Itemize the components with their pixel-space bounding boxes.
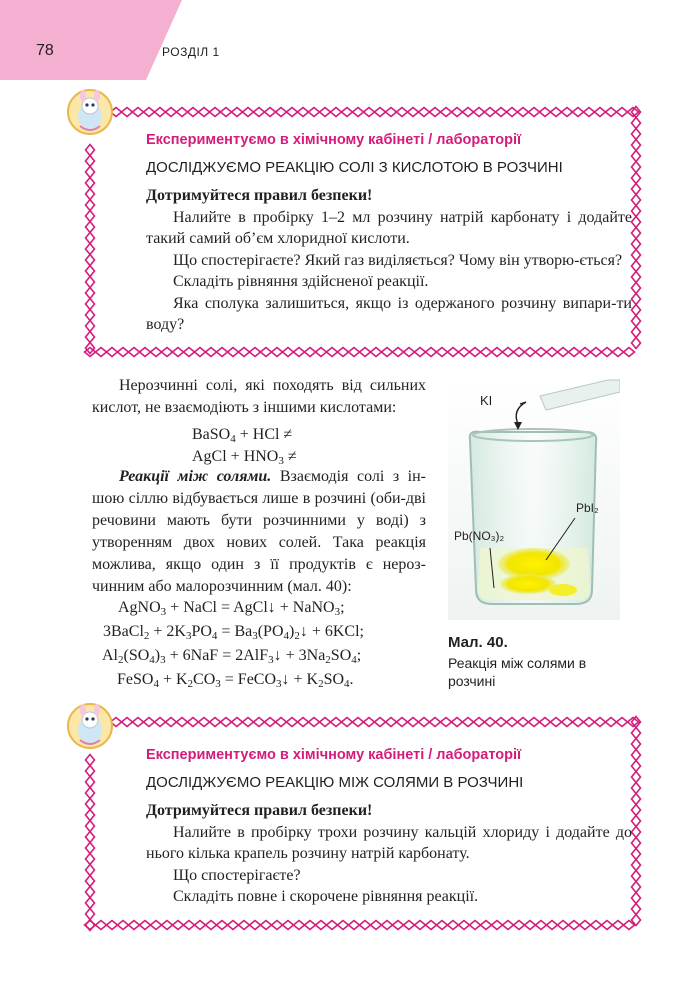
border-diamond — [107, 921, 118, 930]
label-ki: KI — [480, 393, 493, 408]
mascot-icon — [66, 700, 114, 752]
border-diamond — [86, 832, 95, 843]
border-diamond — [393, 921, 404, 930]
border-diamond — [632, 882, 641, 893]
border-diamond — [195, 921, 206, 930]
border-diamond — [364, 718, 375, 727]
equation-4: FeSO$_4$ + $K_2CO_3$ = FeCO$_3$↓ + $K_2SO_4$. — [117, 671, 354, 690]
border-diamond — [118, 921, 129, 930]
paragraph: Складіть повне і скорочене рівняння реакції. — [173, 888, 479, 905]
safety-note: Дотримуйтеся правил безпеки! — [146, 802, 373, 819]
border-diamond — [558, 921, 569, 930]
border-diamond — [283, 921, 294, 930]
border-diamond — [265, 718, 276, 727]
border-diamond — [309, 718, 320, 727]
border-diamond — [122, 718, 133, 727]
border-diamond — [353, 718, 364, 727]
label-pbno32: Pb(NO₃)₂ — [454, 529, 505, 543]
border-diamond — [419, 718, 430, 727]
border-diamond — [518, 718, 529, 727]
border-diamond — [338, 921, 349, 930]
border-diamond — [360, 921, 371, 930]
border-diamond — [199, 718, 210, 727]
border-diamond — [129, 921, 140, 930]
border-diamond — [86, 799, 95, 810]
border-diamond — [485, 718, 496, 727]
border-diamond — [86, 876, 95, 887]
border-diamond — [470, 921, 481, 930]
border-diamond — [86, 821, 95, 832]
border-diamond — [437, 921, 448, 930]
border-diamond — [316, 921, 327, 930]
border-diamond — [298, 718, 309, 727]
page-number: 78 — [36, 42, 54, 59]
border-diamond — [562, 718, 573, 727]
border-diamond — [632, 838, 641, 849]
equation-3: $Al_2(SO_4)_3 + 6NaF$ = 2AlF$_3$↓ + $3Na_2SO_4$; — [102, 647, 362, 666]
border-diamond — [632, 849, 641, 860]
border-diamond — [503, 921, 514, 930]
border-diamond — [426, 921, 437, 930]
paragraph: Налийте в пробірку трохи розчину кальцій хлориду і додайте до нього кілька крапель розчину натрій карбонату. — [146, 823, 632, 862]
border-diamond — [86, 788, 95, 799]
border-diamond — [459, 921, 470, 930]
border-diamond — [606, 718, 617, 727]
experiment-heading: Експериментуємо в хімічному кабінеті / лабораторії — [146, 132, 522, 148]
border-diamond — [481, 921, 492, 930]
equation-2: 3BaCl$_2$ + $2K_3PO_4$ = $Ba_3(PO_4)_2↓ + 6KCl$; — [103, 623, 364, 642]
border-diamond — [349, 921, 360, 930]
experiment-title: ДОСЛІДЖУЄМО РЕАКЦІЮ МІЖ СОЛЯМИ В РОЗЧИНІ — [146, 774, 524, 791]
paragraph-text: Взаємодія солі з ін-шою сіллю відбувається лише в розчині (оби-дві речовини мають бути розчинними у воді) з утворенням двох нових солей. Така реакція можлива, якщо один з її продуктів є нероз-чинним або малорозчинним (мал. 40): — [92, 468, 427, 595]
equation-baso4-hcl: BaSO$_4$ + HCl ≠ — [192, 426, 293, 445]
border-diamond — [371, 921, 382, 930]
border-diamond — [86, 843, 95, 854]
border-diamond — [210, 718, 221, 727]
border-diamond — [261, 921, 272, 930]
border-diamond — [272, 921, 283, 930]
border-diamond — [184, 921, 195, 930]
border-diamond — [632, 739, 641, 750]
border-diamond — [632, 783, 641, 794]
border-diamond — [327, 921, 338, 930]
border-diamond — [632, 893, 641, 904]
border-diamond — [632, 772, 641, 783]
intro-text: Нерозчинні солі, які походять від сильних кислот, не взаємодіють з іншими кислотами: — [92, 377, 426, 416]
border-diamond — [547, 921, 558, 930]
figure-caption-title: Мал. 40. — [448, 634, 508, 651]
border-diamond — [86, 766, 95, 777]
border-diamond — [96, 921, 107, 930]
subheading: Реакції між солями. — [119, 468, 272, 485]
paragraph: Яка сполука залишиться, якщо із одержаного розчину випари-ти воду? — [146, 294, 632, 333]
border-diamond — [602, 921, 613, 930]
border-diamond — [591, 921, 602, 930]
border-diamond — [86, 898, 95, 909]
border-diamond — [415, 921, 426, 930]
safety-note: Дотримуйтеся правил безпеки! — [146, 187, 373, 204]
border-diamond — [375, 718, 386, 727]
border-diamond — [595, 718, 606, 727]
border-diamond — [86, 909, 95, 920]
figure-caption-text: Реакція між солями в розчині — [448, 655, 587, 689]
border-diamond — [228, 921, 239, 930]
border-diamond — [632, 794, 641, 805]
border-diamond — [206, 921, 217, 930]
border-diamond — [386, 718, 397, 727]
border-diamond — [86, 755, 95, 766]
border-diamond — [254, 718, 265, 727]
border-diamond — [430, 718, 441, 727]
border-diamond — [525, 921, 536, 930]
border-diamond — [632, 871, 641, 882]
border-diamond — [580, 921, 591, 930]
border-diamond — [133, 718, 144, 727]
border-diamond — [632, 904, 641, 915]
experiment-text — [146, 800, 632, 908]
border-diamond — [86, 777, 95, 788]
border-diamond — [232, 718, 243, 727]
border-diamond — [632, 860, 641, 871]
border-diamond — [408, 718, 419, 727]
border-diamond — [529, 718, 540, 727]
border-diamond — [86, 887, 95, 898]
border-diamond — [573, 718, 584, 727]
border-diamond — [632, 816, 641, 827]
border-diamond — [397, 718, 408, 727]
paragraph: Що спостерігаєте? — [173, 866, 301, 884]
border-diamond — [287, 718, 298, 727]
border-diamond — [243, 718, 254, 727]
paragraph: Складіть рівняння здійсненої реакції. — [173, 273, 429, 290]
border-diamond — [551, 718, 562, 727]
border-diamond — [617, 718, 628, 727]
border-diamond — [86, 865, 95, 876]
border-diamond — [613, 921, 624, 930]
border-diamond — [173, 921, 184, 930]
border-diamond — [250, 921, 261, 930]
border-diamond — [632, 805, 641, 816]
border-diamond — [331, 718, 342, 727]
border-diamond — [382, 921, 393, 930]
border-diamond — [536, 921, 547, 930]
equation-agcl-hno3: AgCl + $HNO_3$ ≠ — [192, 448, 297, 467]
border-diamond — [496, 718, 507, 727]
border-diamond — [221, 718, 232, 727]
border-diamond — [507, 718, 518, 727]
experiment-title: ДОСЛІДЖУЄМО РЕАКЦІЮ СОЛІ З КИСЛОТОЮ В РОЗЧИНІ — [146, 159, 563, 176]
border-diamond — [177, 718, 188, 727]
border-diamond — [305, 921, 316, 930]
border-diamond — [162, 921, 173, 930]
border-diamond — [140, 921, 151, 930]
border-diamond — [86, 810, 95, 821]
border-diamond — [569, 921, 580, 930]
border-diamond — [632, 827, 641, 838]
border-diamond — [632, 728, 641, 739]
border-diamond — [151, 921, 162, 930]
border-diamond — [463, 718, 474, 727]
border-diamond — [474, 718, 485, 727]
border-diamond — [441, 718, 452, 727]
border-diamond — [155, 718, 166, 727]
border-diamond — [144, 718, 155, 727]
border-diamond — [86, 854, 95, 865]
border-diamond — [628, 718, 639, 727]
border-diamond — [404, 921, 415, 930]
border-diamond — [632, 750, 641, 761]
border-diamond — [448, 921, 459, 930]
section-label: РОЗДІЛ 1 — [162, 45, 220, 59]
border-diamond — [320, 718, 331, 727]
paragraph: Що спостерігаєте? Який газ виділяється? Чому він утворю-ється? — [173, 251, 623, 269]
border-diamond — [239, 921, 250, 930]
border-diamond — [276, 718, 287, 727]
border-diamond — [294, 921, 305, 930]
border-diamond — [540, 718, 551, 727]
border-diamond — [584, 718, 595, 727]
border-diamond — [452, 718, 463, 727]
paragraph: Налийте в пробірку 1–2 мл розчину натрій карбонату і додайте такий самий об’єм хлоридної кислоти. — [146, 208, 632, 247]
experiment-heading: Експериментуємо в хімічному кабінеті / лабораторії — [146, 747, 522, 763]
border-diamond — [217, 921, 228, 930]
equation-1: AgNO$_3$ + NaCl = AgCl↓ + NaNO$_3$; — [118, 599, 345, 618]
border-diamond — [188, 718, 199, 727]
border-diamond — [166, 718, 177, 727]
border-diamond — [514, 921, 525, 930]
label-pbi2: PbI₂ — [576, 501, 599, 515]
border-diamond — [632, 761, 641, 772]
border-diamond — [342, 718, 353, 727]
border-diamond — [492, 921, 503, 930]
